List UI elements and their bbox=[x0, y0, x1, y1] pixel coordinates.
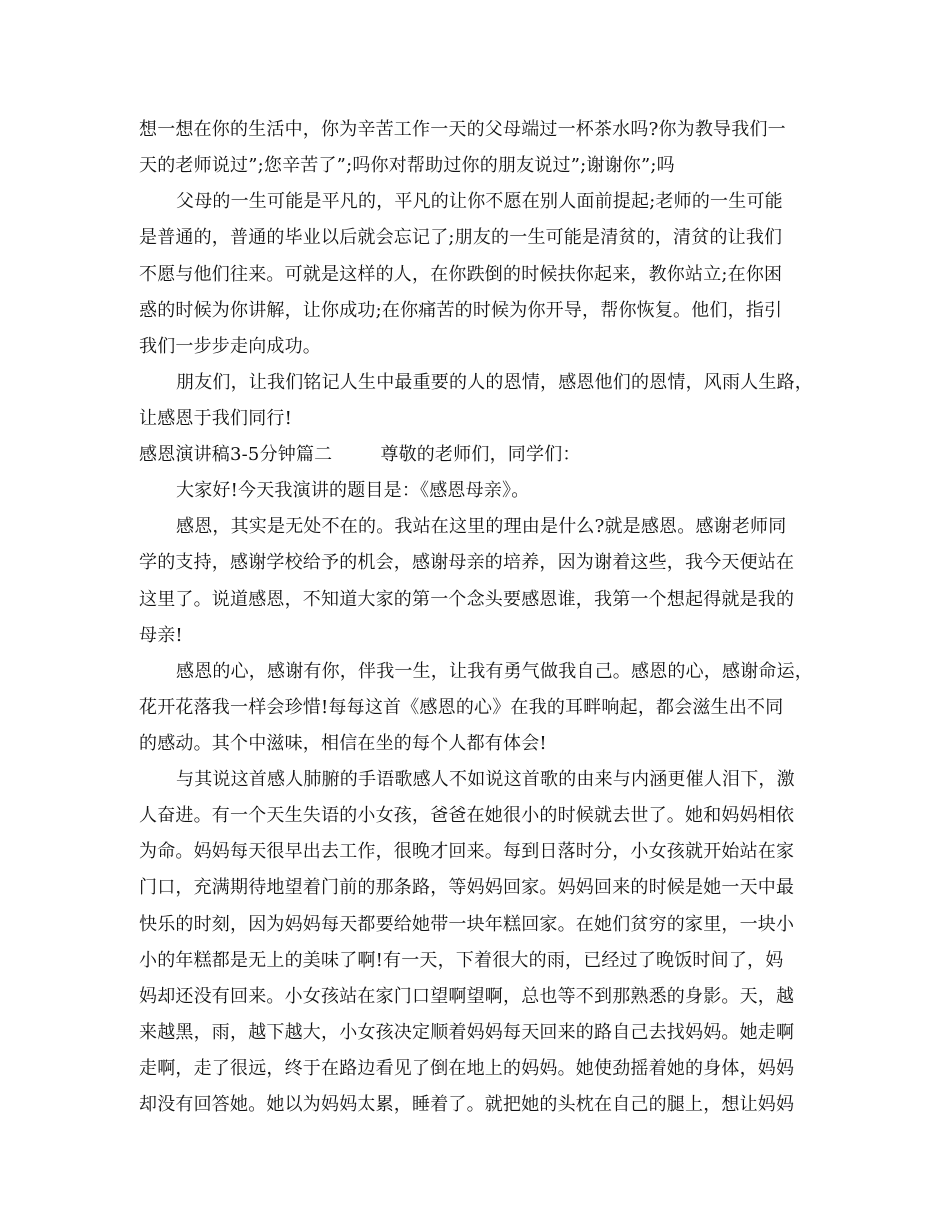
paragraph-start-line: 感恩的心，感谢有你，伴我一生，让我有勇气做我自己。感恩的心，感谢命运， bbox=[176, 661, 813, 682]
text-line: 的感动。其个中滋味，相信在坐的每个人都有体会! bbox=[139, 733, 547, 754]
text-line: 我们一步步走向成功。 bbox=[139, 336, 321, 357]
text-line: 天的老师说过”;您辛苦了”;吗你对帮助过你的朋友说过”;谢谢你”;吗 bbox=[139, 155, 675, 176]
text-line: 花开花落我一样会珍惜!每每这首《感恩的心》在我的耳畔响起，都会滋生出不同 bbox=[139, 697, 784, 718]
text-line: 小的年糕都是无上的美味了啊!有一天，下着很大的雨，已经过了晚饭时间了，妈 bbox=[139, 950, 784, 971]
text-line: 妈却还没有回来。小女孩站在家门口望啊望啊，总也等不到那熟悉的身影。天，越 bbox=[139, 986, 795, 1007]
text-line: 不愿与他们往来。可就是这样的人，在你跌倒的时候扶你起来，教你站立;在你困 bbox=[139, 264, 783, 285]
paragraph-start-line: 与其说这首感人肺腑的手语歌感人不如说这首歌的由来与内涵更催人泪下，激 bbox=[176, 769, 795, 790]
text-line: 惑的时候为你讲解，让你成功;在你痛苦的时候为你开导，帮你恢复。他们，指引 bbox=[139, 300, 783, 321]
text-line: 走啊，走了很远，终于在路边看见了倒在地上的妈妈。她使劲摇着她的身体，妈妈 bbox=[139, 1058, 795, 1079]
text-line: 却没有回答她。她以为妈妈太累，睡着了。就把她的头枕在自己的腿上，想让妈妈 bbox=[139, 1094, 795, 1115]
text-line: 人奋进。有一个天生失语的小女孩，爸爸在她很小的时候就去世了。她和妈妈相依 bbox=[139, 805, 795, 826]
salutation: 尊敬的老师们，同学们： bbox=[380, 444, 581, 465]
text-line: 这里了。说道感恩，不知道大家的第一个念头要感恩谁，我第一个想起得就是我的 bbox=[139, 589, 795, 610]
text-line: 想一想在你的生活中，你为辛苦工作一天的父母端过一杯茶水吗?你为教导我们一 bbox=[139, 119, 786, 140]
text-line: 为命。妈妈每天很早出去工作，很晚才回来。每到日落时分，小女孩就开始站在家 bbox=[139, 841, 795, 862]
text-line: 来越黑，雨，越下越大，小女孩决定顺着妈妈每天回来的路自己去找妈妈。她走啊 bbox=[139, 1022, 795, 1043]
text-line: 母亲! bbox=[139, 625, 183, 646]
paragraph-start-line: 感恩，其实是无处不在的。我站在这里的理由是什么?就是感恩。感谢老师同 bbox=[176, 516, 787, 537]
paragraph-start-line: 大家好!今天我演讲的题目是：《感恩母亲》。 bbox=[176, 480, 530, 501]
text-line: 门口，充满期待地望着门前的那条路，等妈妈回家。妈妈回来的时候是她一天中最 bbox=[139, 877, 795, 898]
paragraph-start-line: 朋友们，让我们铭记人生中最重要的人的恩情，感恩他们的恩情，风雨人生路， bbox=[176, 372, 813, 393]
section-title: 感恩演讲稿3-5分钟篇二 bbox=[139, 444, 333, 465]
text-line: 快乐的时刻，因为妈妈每天都要给她带一块年糕回家。在她们贫穷的家里，一块小 bbox=[139, 914, 795, 935]
section-heading bbox=[139, 444, 581, 466]
text-line: 学的支持，感谢学校给予的机会，感谢母亲的培养，因为谢着这些，我今天便站在 bbox=[139, 552, 795, 573]
text-line: 让感恩于我们同行! bbox=[139, 408, 293, 429]
text-line: 是普通的，普通的毕业以后就会忘记了;朋友的一生可能是清贫的，清贫的让我们 bbox=[139, 227, 783, 248]
paragraph-start-line: 父母的一生可能是平凡的，平凡的让你不愿在别人面前提起;老师的一生可能 bbox=[176, 191, 783, 212]
